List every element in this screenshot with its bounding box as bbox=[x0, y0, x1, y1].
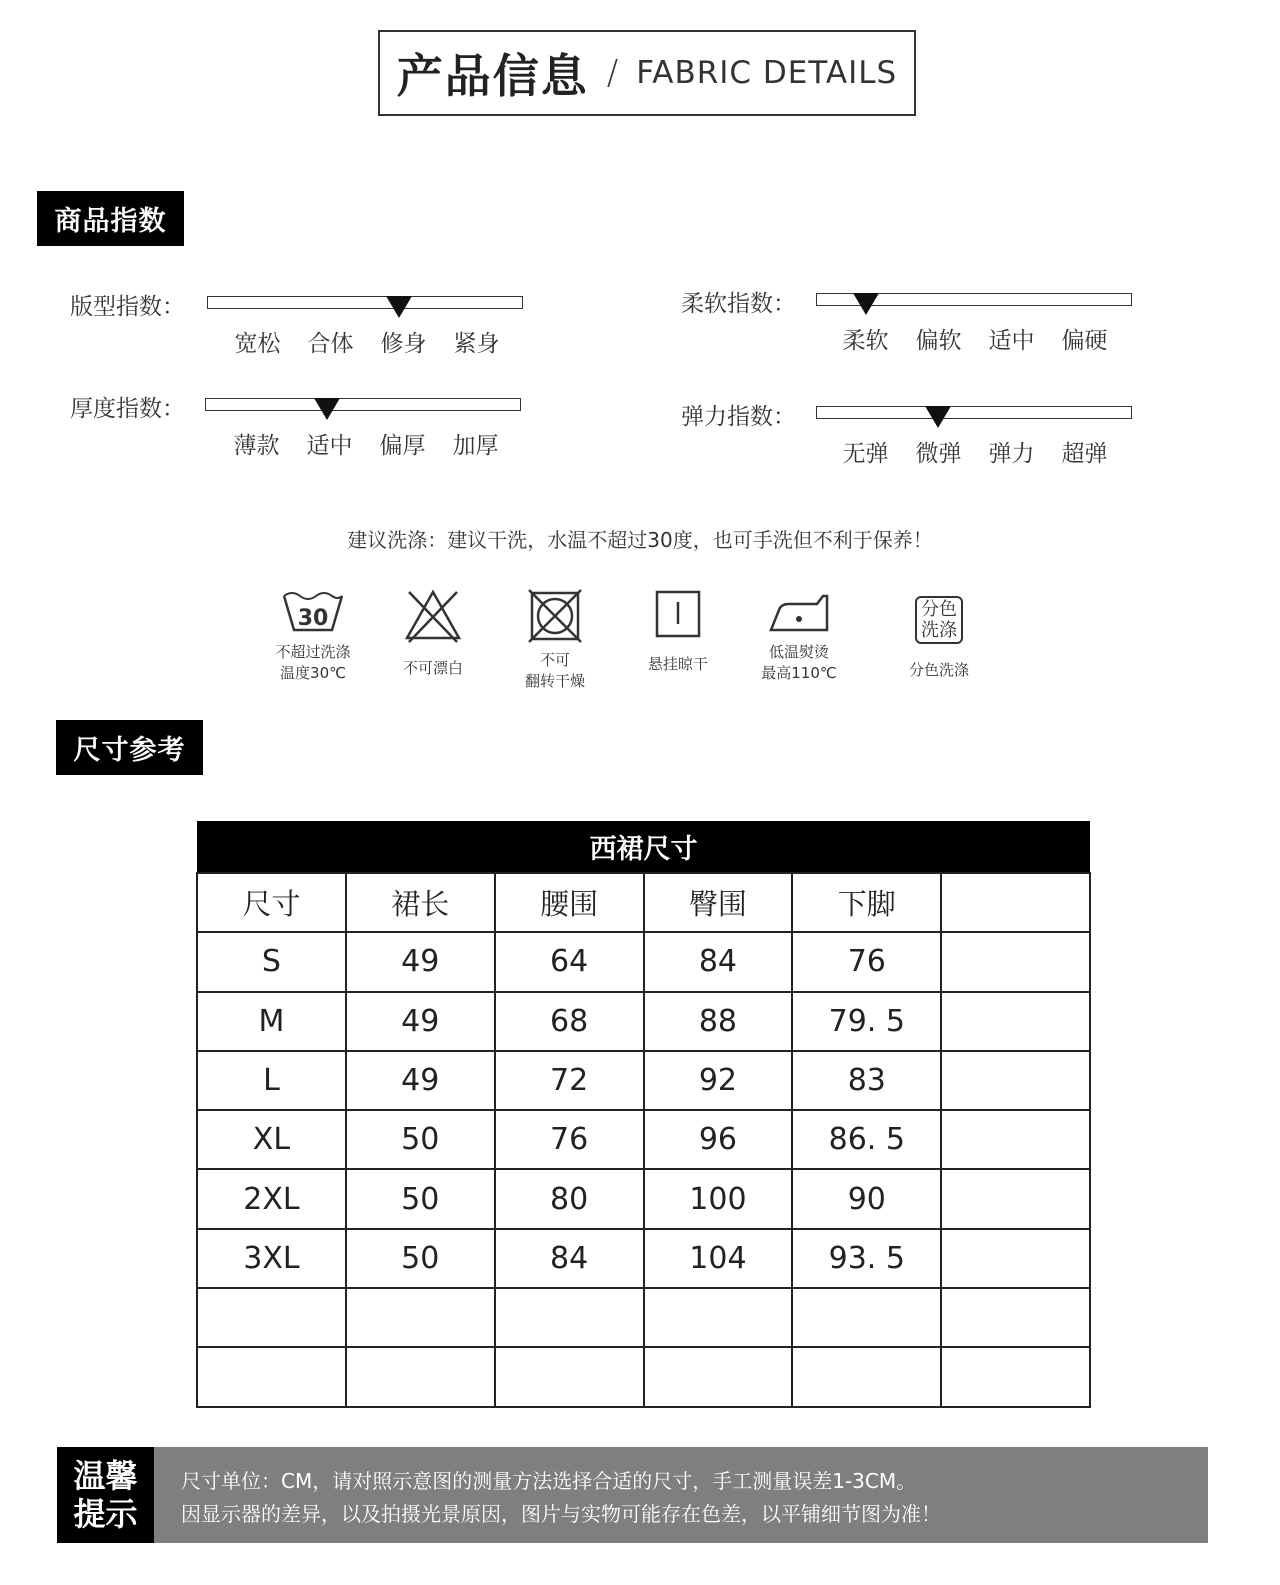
table-row bbox=[197, 1051, 1090, 1110]
table-cell: 64 bbox=[495, 932, 644, 991]
wash-30-icon bbox=[280, 588, 346, 636]
table-cell: 80 bbox=[495, 1169, 644, 1228]
scale-marker-icon bbox=[314, 398, 340, 420]
table-cell: 92 bbox=[644, 1051, 793, 1110]
table-cell: 86. 5 bbox=[792, 1110, 941, 1169]
page-subtitle: FABRIC DETAILS bbox=[636, 55, 898, 91]
column-header: 下脚 bbox=[792, 873, 941, 932]
wash-temp-number: 30 bbox=[297, 606, 329, 631]
table-cell bbox=[346, 1288, 495, 1347]
scale-label: 版型指数： bbox=[70, 294, 185, 320]
column-header bbox=[941, 873, 1090, 932]
washing-advice: 建议洗涤：建议干洗，水温不超过30度，也可手洗但不利于保养！ bbox=[347, 528, 933, 552]
table-cell: 90 bbox=[792, 1169, 941, 1228]
table-cell: M bbox=[197, 992, 346, 1051]
table-cell bbox=[495, 1347, 644, 1406]
fit-index-scale bbox=[70, 288, 540, 358]
scale-bar bbox=[816, 406, 1132, 419]
scale-option: 微弹 bbox=[915, 441, 962, 467]
column-header: 腰围 bbox=[495, 873, 644, 932]
size-table bbox=[196, 821, 1091, 1408]
title-separator: / bbox=[606, 53, 619, 93]
softness-index-scale bbox=[681, 285, 1151, 355]
tip-text bbox=[181, 1465, 941, 1531]
table-row bbox=[197, 1229, 1090, 1288]
page-title: 产品信息 bbox=[396, 49, 589, 103]
scale-option: 弹力 bbox=[988, 441, 1035, 467]
scale-option: 适中 bbox=[306, 433, 353, 459]
scale-option: 柔软 bbox=[842, 328, 889, 354]
low-iron-icon bbox=[767, 588, 831, 636]
scale-options bbox=[220, 427, 512, 460]
table-cell: 83 bbox=[792, 1051, 941, 1110]
table-cell: 79. 5 bbox=[792, 992, 941, 1051]
table-cell: 104 bbox=[644, 1229, 793, 1288]
tip-line: 因显示器的差异，以及拍摄光景原因，图片与实物可能存在色差，以平铺细节图为准！ bbox=[181, 1502, 941, 1526]
tip-badge-line: 提示 bbox=[73, 1495, 138, 1533]
table-cell bbox=[941, 1288, 1090, 1347]
care-caption: 不超过洗涤 bbox=[275, 643, 351, 661]
page-title-box bbox=[378, 30, 916, 116]
table-cell bbox=[941, 1169, 1090, 1228]
column-header: 尺寸 bbox=[197, 873, 346, 932]
section-label-index: 商品指数 bbox=[37, 191, 184, 246]
care-item bbox=[500, 588, 610, 692]
scale-label: 柔软指数： bbox=[681, 291, 796, 317]
table-row bbox=[197, 992, 1090, 1051]
care-item bbox=[744, 588, 854, 684]
separate-wash-icon bbox=[915, 596, 963, 644]
scale-option: 偏厚 bbox=[379, 433, 426, 459]
table-cell bbox=[941, 932, 1090, 991]
table-header-row bbox=[197, 873, 1090, 932]
care-caption: 分色洗涤 bbox=[908, 661, 969, 679]
no-tumble-dry-icon bbox=[527, 588, 583, 644]
scale-bar bbox=[205, 398, 521, 411]
scale-label: 厚度指数： bbox=[70, 396, 185, 422]
table-cell: 3XL bbox=[197, 1229, 346, 1288]
table-cell: 72 bbox=[495, 1051, 644, 1110]
care-caption: 低温熨烫 bbox=[768, 643, 829, 661]
table-cell: 49 bbox=[346, 992, 495, 1051]
table-cell: 88 bbox=[644, 992, 793, 1051]
table-cell: 76 bbox=[792, 932, 941, 991]
care-caption: 悬挂晾干 bbox=[647, 655, 708, 673]
scale-marker-icon bbox=[386, 296, 412, 318]
care-caption: 不可漂白 bbox=[402, 659, 463, 677]
table-cell: 76 bbox=[495, 1110, 644, 1169]
table-cell: 100 bbox=[644, 1169, 793, 1228]
table-cell bbox=[792, 1288, 941, 1347]
table-cell: 49 bbox=[346, 1051, 495, 1110]
table-cell: 68 bbox=[495, 992, 644, 1051]
tip-badge-line: 温馨 bbox=[73, 1457, 138, 1495]
tip-line: 尺寸单位：CM，请对照示意图的测量方法选择合适的尺寸，手工测量误差1-3CM。 bbox=[181, 1469, 917, 1493]
scale-option: 加厚 bbox=[452, 433, 499, 459]
scale-options bbox=[829, 435, 1121, 468]
table-row bbox=[197, 1288, 1090, 1347]
table-row bbox=[197, 1347, 1090, 1406]
scale-option: 修身 bbox=[380, 331, 427, 357]
scale-option: 紧身 bbox=[453, 331, 500, 357]
care-item bbox=[378, 588, 488, 679]
care-caption: 最高110℃ bbox=[761, 664, 837, 682]
hang-dry-icon bbox=[653, 588, 703, 640]
table-cell bbox=[941, 1051, 1090, 1110]
table-cell bbox=[644, 1288, 793, 1347]
scale-option: 偏硬 bbox=[1061, 328, 1108, 354]
scale-options bbox=[221, 325, 513, 358]
scale-bar bbox=[207, 296, 523, 309]
table-cell bbox=[495, 1288, 644, 1347]
table-cell: 2XL bbox=[197, 1169, 346, 1228]
thickness-index-scale bbox=[70, 390, 540, 460]
table-cell: 50 bbox=[346, 1110, 495, 1169]
table-cell: XL bbox=[197, 1110, 346, 1169]
table-cell bbox=[941, 1347, 1090, 1406]
table-cell: S bbox=[197, 932, 346, 991]
icon-text: 分色 bbox=[921, 599, 957, 620]
column-header: 臀围 bbox=[644, 873, 793, 932]
table-cell: 50 bbox=[346, 1169, 495, 1228]
scale-options bbox=[829, 322, 1121, 355]
scale-marker-icon bbox=[853, 293, 879, 315]
table-row bbox=[197, 932, 1090, 991]
table-cell: L bbox=[197, 1051, 346, 1110]
section-label-size: 尺寸参考 bbox=[56, 720, 203, 775]
scale-marker-icon bbox=[925, 406, 951, 428]
column-header: 裙长 bbox=[346, 873, 495, 932]
care-caption: 温度30℃ bbox=[280, 664, 346, 682]
table-cell bbox=[941, 1110, 1090, 1169]
elasticity-index-scale bbox=[681, 398, 1151, 468]
scale-option: 宽松 bbox=[234, 331, 281, 357]
table-cell: 96 bbox=[644, 1110, 793, 1169]
tip-bar bbox=[57, 1447, 1208, 1543]
scale-option: 适中 bbox=[988, 328, 1035, 354]
table-cell: 84 bbox=[644, 932, 793, 991]
care-caption: 不可 bbox=[539, 651, 570, 669]
no-bleach-icon bbox=[403, 588, 463, 644]
scale-option: 无弹 bbox=[842, 441, 889, 467]
table-cell bbox=[941, 992, 1090, 1051]
care-item bbox=[258, 588, 368, 684]
table-row bbox=[197, 1110, 1090, 1169]
scale-option: 偏软 bbox=[915, 328, 962, 354]
table-cell bbox=[792, 1347, 941, 1406]
tip-badge bbox=[57, 1447, 154, 1543]
table-cell bbox=[346, 1347, 495, 1406]
table-row bbox=[197, 1169, 1090, 1228]
care-item bbox=[623, 588, 733, 675]
scale-option: 合体 bbox=[307, 331, 354, 357]
care-item bbox=[884, 588, 994, 681]
table-cell bbox=[197, 1288, 346, 1347]
scale-label: 弹力指数： bbox=[681, 404, 796, 430]
scale-option: 超弹 bbox=[1061, 441, 1108, 467]
scale-option: 薄款 bbox=[233, 433, 280, 459]
care-caption: 翻转干燥 bbox=[524, 672, 585, 690]
size-table-title: 西裙尺寸 bbox=[197, 821, 1090, 873]
table-cell: 50 bbox=[346, 1229, 495, 1288]
table-cell bbox=[197, 1347, 346, 1406]
icon-text: 洗涤 bbox=[921, 620, 957, 641]
table-cell: 84 bbox=[495, 1229, 644, 1288]
table-cell bbox=[644, 1347, 793, 1406]
table-cell: 49 bbox=[346, 932, 495, 991]
table-cell: 93. 5 bbox=[792, 1229, 941, 1288]
table-cell bbox=[941, 1229, 1090, 1288]
